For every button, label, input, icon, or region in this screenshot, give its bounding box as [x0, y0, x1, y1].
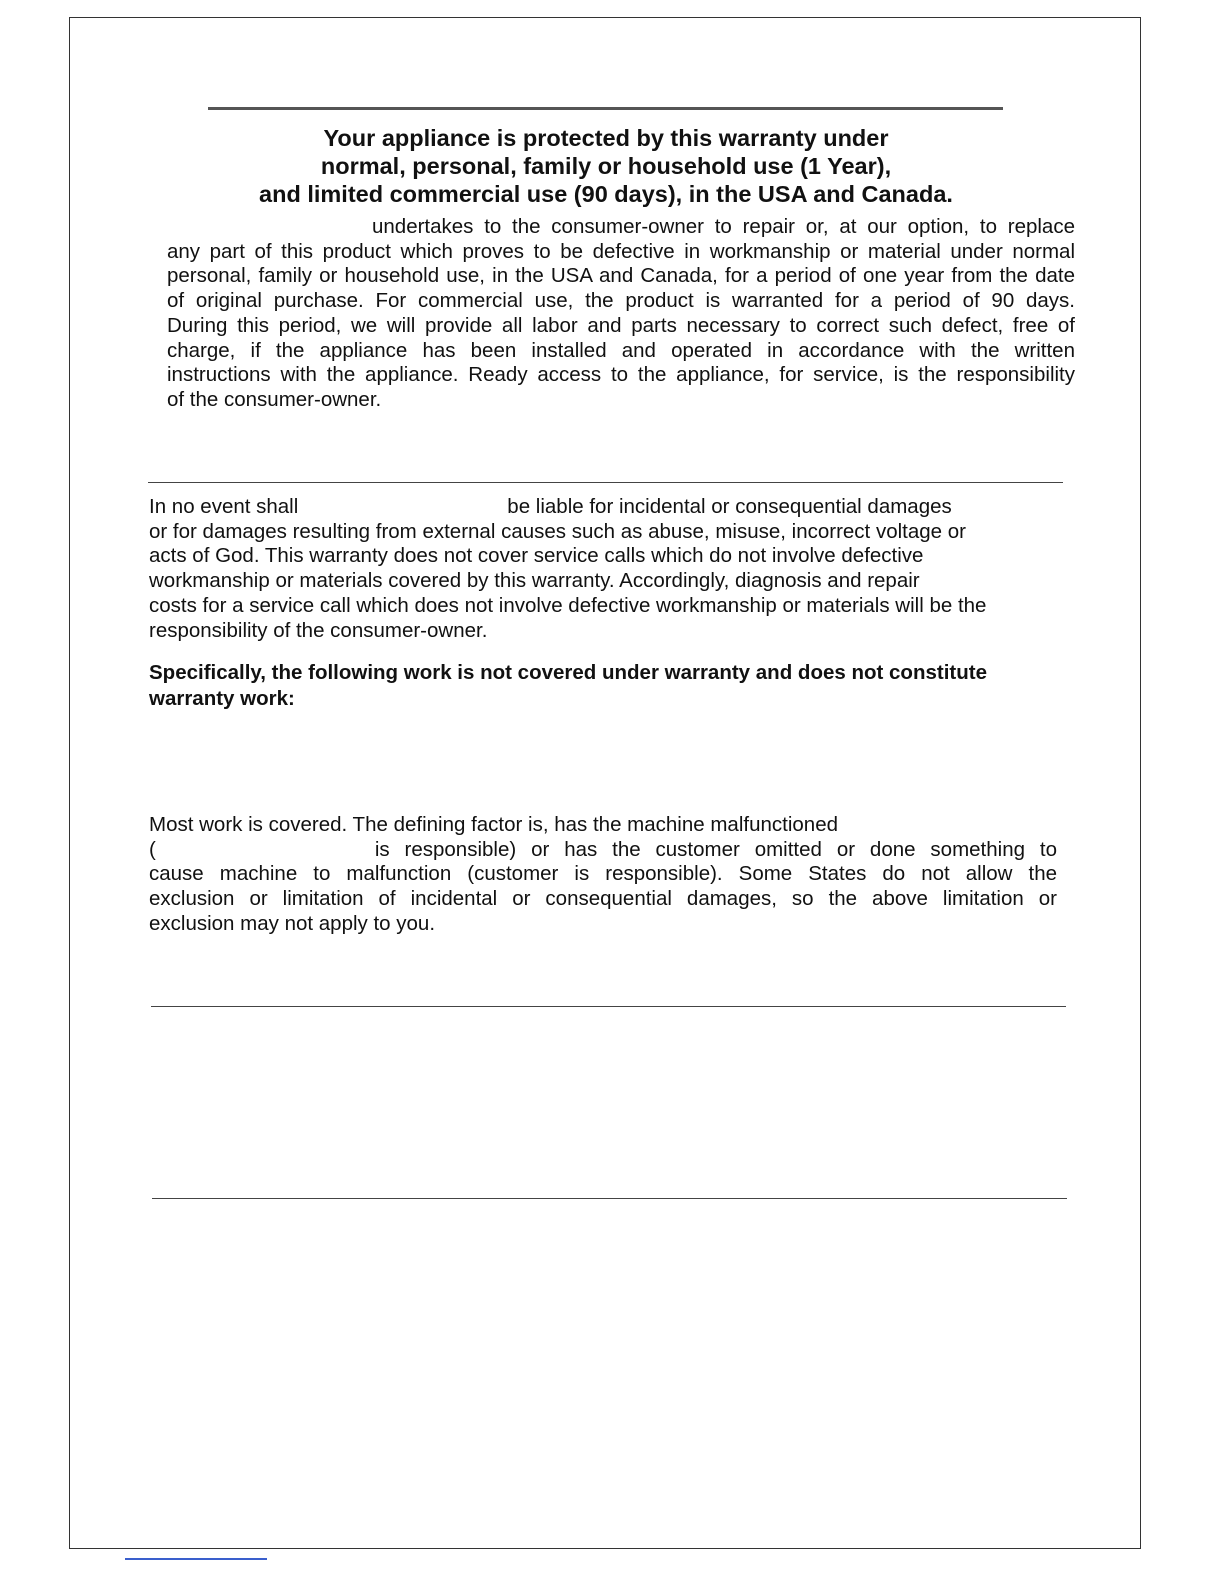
- headline-line-2: normal, personal, family or household use (1 Year),: [320, 153, 892, 179]
- limitations-line: workmanship or materials covered by this warranty. Accordingly, diagnosis and repair: [149, 569, 920, 593]
- defining-factor-line-end: is responsible) or has the customer omitted or done something to: [374, 837, 1057, 861]
- coverage-line: of the consumer-owner.: [167, 387, 382, 411]
- headline-line-3: and limited commercial use (90 days), in the USA and Canada.: [259, 181, 953, 207]
- section-divider: [151, 1006, 1066, 1007]
- limitations-line: acts of God. This warranty does not cover service calls which do not involve defective: [149, 544, 924, 568]
- limitations-paragraph: [149, 495, 1063, 643]
- defining-factor-line: Most work is covered. The defining factor is, has the machine malfunctioned: [149, 813, 838, 836]
- defining-factor-line: exclusion may not apply to you.: [149, 911, 436, 935]
- coverage-line: undertakes to the consumer-owner to repair or, at our option, to replace: [372, 215, 1075, 238]
- limitations-line: or for damages resulting from external causes such as abuse, misuse, incorrect voltage or: [149, 519, 966, 543]
- coverage-line: personal, family or household use, in the USA and Canada, for a period of one year from the date: [167, 264, 1075, 288]
- defining-factor-line: exclusion or limitation of incidental or consequential damages, so the above limitation or: [149, 887, 1057, 911]
- defining-factor-line-start: (: [149, 837, 156, 861]
- coverage-line: charge, if the appliance has been installed and operated in accordance with the written: [167, 338, 1075, 362]
- footer-accent-line: [125, 1558, 267, 1560]
- defining-factor-paragraph: [149, 813, 1057, 937]
- limitations-line: costs for a service call which does not involve defective workmanship or materials will be the: [149, 593, 987, 617]
- limitations-line: [149, 495, 1063, 520]
- limitations-line-start: In no event shall: [149, 495, 299, 518]
- limitations-line-end: be liable for incidental or consequential damages: [507, 495, 952, 518]
- coverage-line: of original purchase. For commercial use, the product is warranted for a period of 90 days.: [167, 289, 1075, 313]
- not-covered-heading-line: Specifically, the following work is not covered under warranty and does not constitute: [149, 661, 987, 684]
- section-divider: [148, 482, 1063, 483]
- coverage-line: instructions with the appliance. Ready access to the appliance, for service, is the responsibility: [167, 363, 1075, 387]
- not-covered-heading-line: warranty work:: [149, 687, 295, 710]
- defining-factor-line: cause machine to malfunction (customer is responsible). Some States do not allow the: [149, 862, 1057, 886]
- defining-factor-line: [149, 838, 1057, 863]
- not-covered-heading: [149, 660, 1063, 712]
- top-divider: [208, 107, 1003, 110]
- section-divider: [152, 1198, 1067, 1199]
- warranty-headline: [200, 124, 1012, 208]
- coverage-line: any part of this product which proves to be defective in workmanship or material under normal: [167, 239, 1075, 263]
- headline-line-1: Your appliance is protected by this warranty under: [323, 125, 889, 151]
- coverage-paragraph: [167, 215, 1075, 413]
- limitations-line: responsibility of the consumer-owner.: [149, 618, 488, 642]
- coverage-line: During this period, we will provide all labor and parts necessary to correct such defect, free of: [167, 313, 1075, 337]
